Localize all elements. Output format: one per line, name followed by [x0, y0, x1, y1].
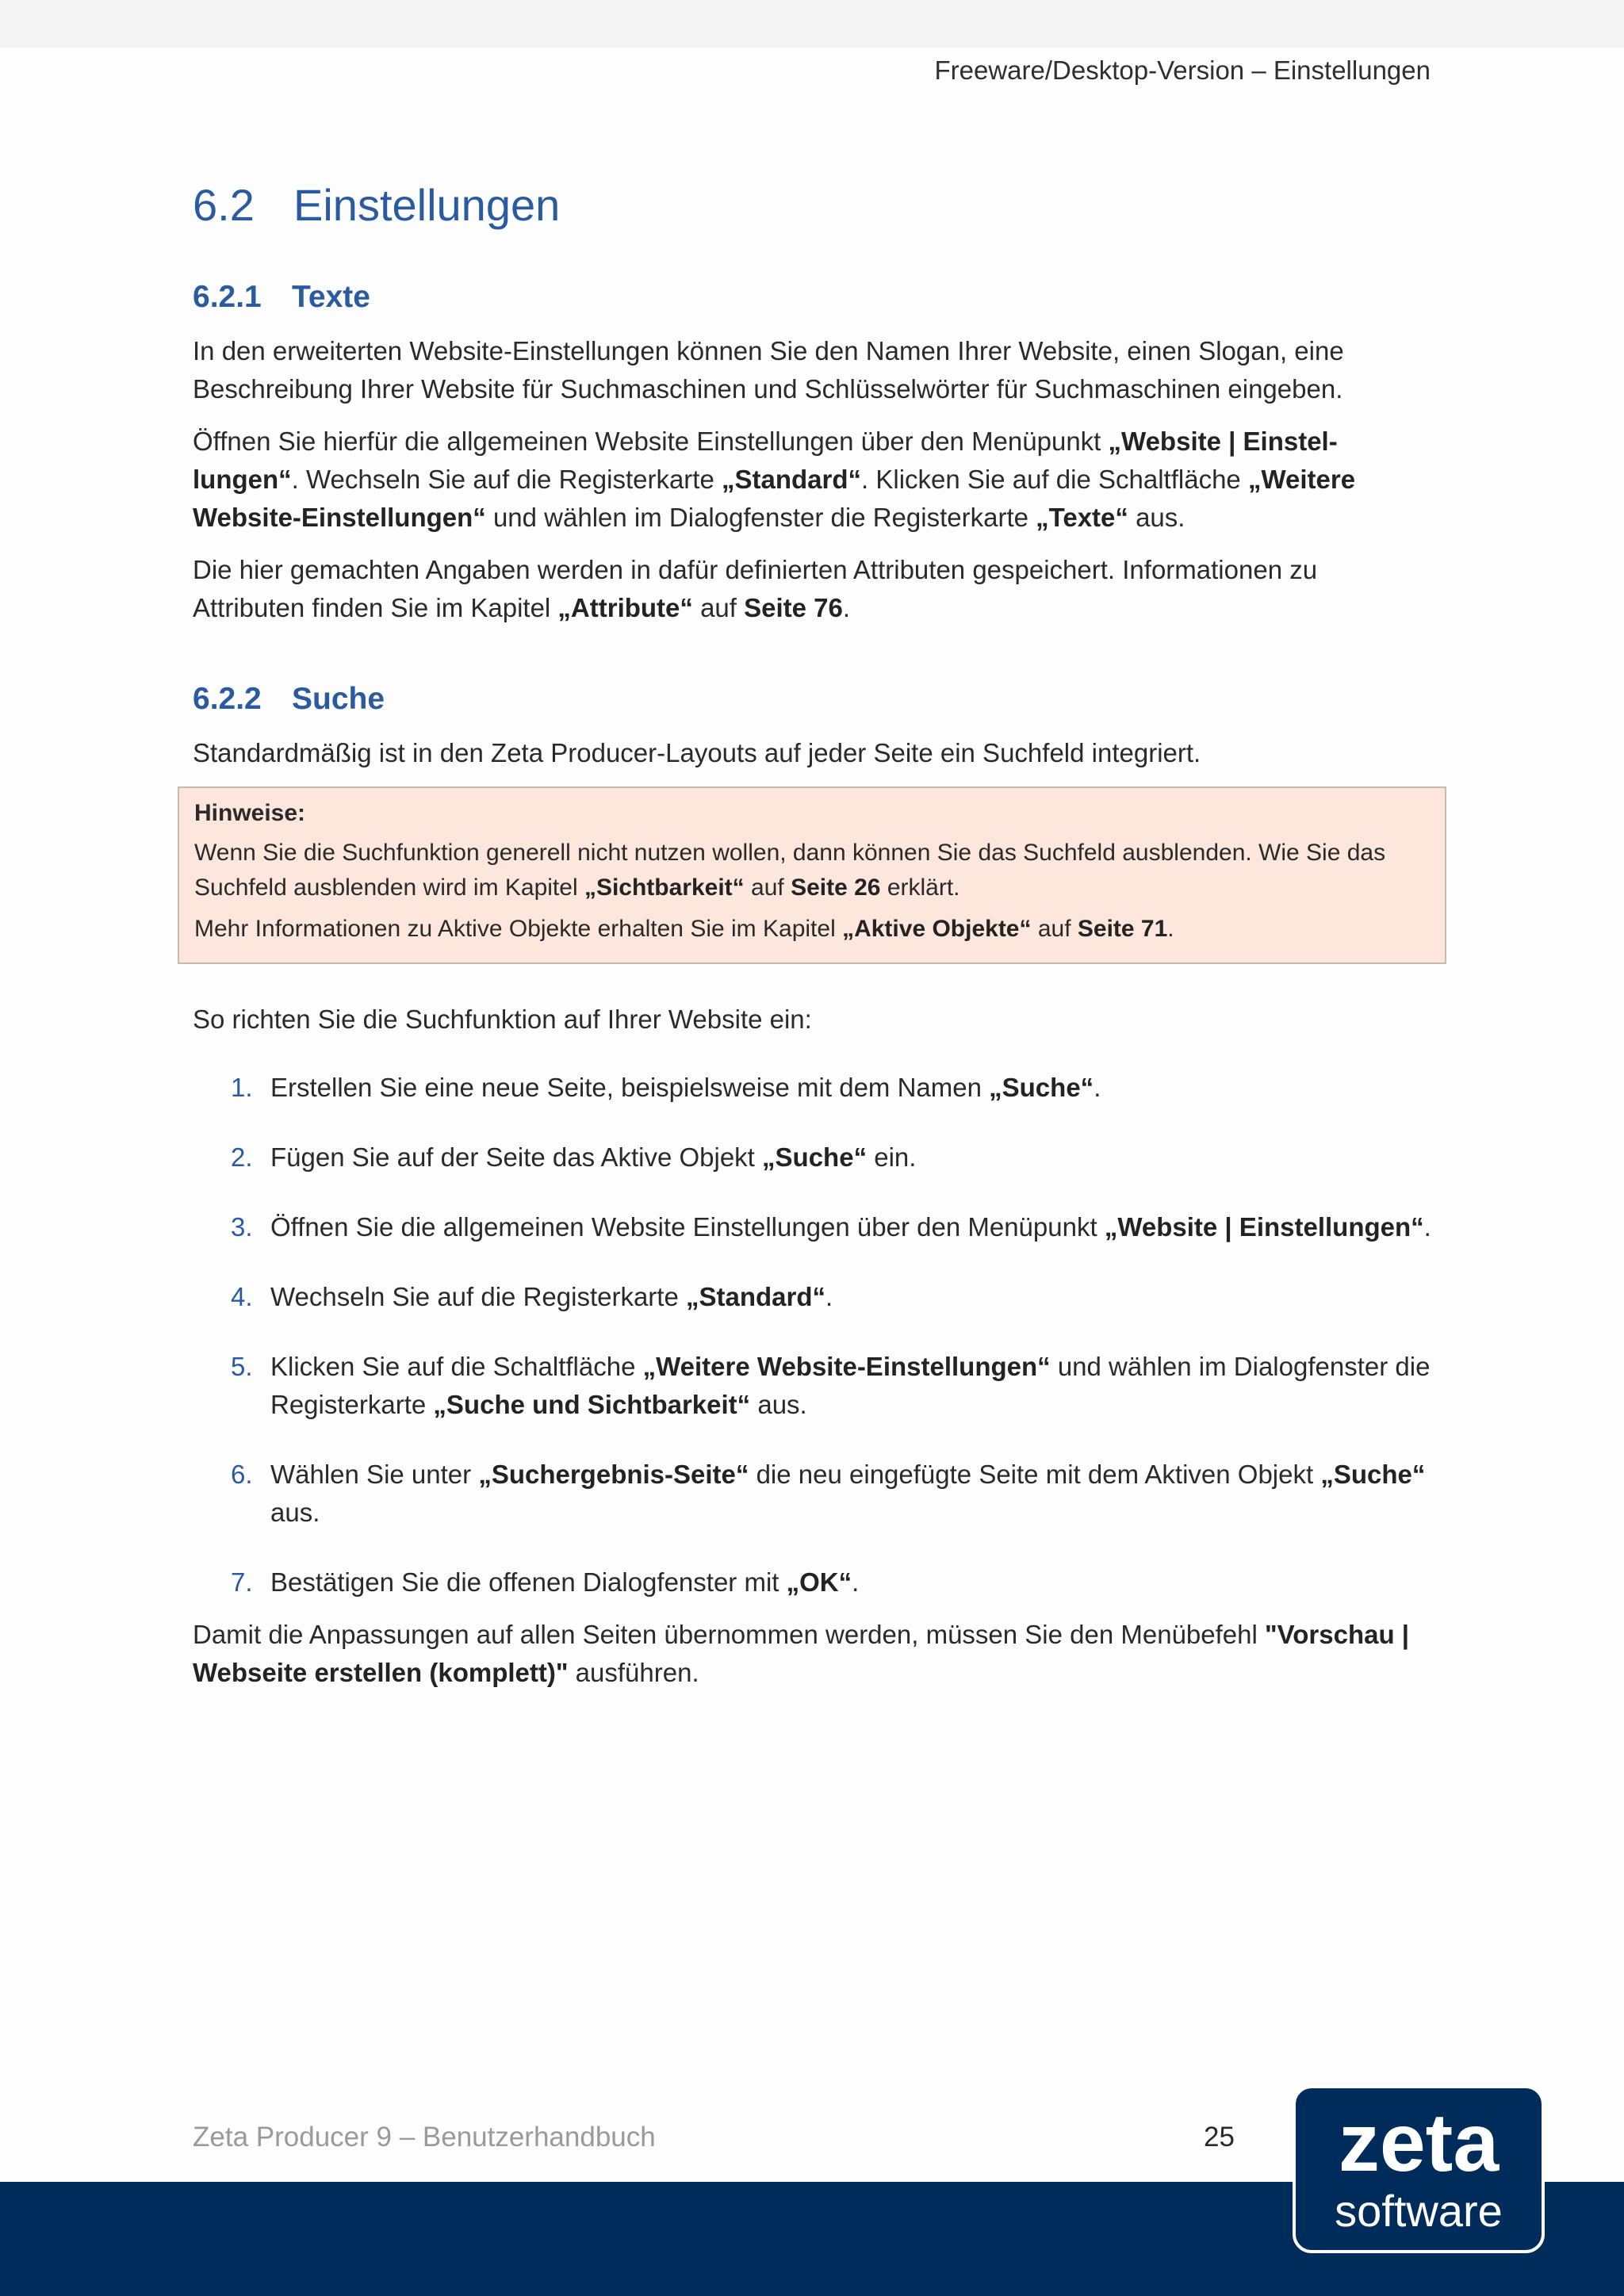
subsection-number: 6.2.2: [193, 681, 262, 716]
paragraph: So richten Sie die Suchfunktion auf Ihrer Website ein:: [193, 1004, 812, 1034]
section-heading: [193, 178, 1431, 232]
subsection-heading-texte: [193, 279, 1431, 316]
step-number: 4.: [231, 1281, 253, 1311]
subsection-number: 6.2.1: [193, 280, 262, 315]
step-number: 5.: [231, 1351, 253, 1381]
step-number: 7.: [231, 1567, 253, 1597]
list-item: 7. Bestätigen Sie die offenen Dialogfenster mit „OK“.: [193, 1563, 1431, 1601]
running-header: Freeware/Desktop-Version – Einstellungen: [934, 55, 1431, 85]
subsection-title: Suche: [292, 681, 385, 716]
subsection-title: Texte: [292, 280, 370, 315]
paragraph: Die hier gemachten Angaben werden in dafür definierten Attributen gespeichert. Informationen zu Attributen finden Sie im Kapitel „Attribute“ auf Seite 76.: [193, 554, 1318, 622]
logo-text-top: zeta: [1338, 2097, 1500, 2189]
zeta-software-logo: [1293, 2085, 1545, 2253]
paragraph: Damit die Anpassungen auf allen Seiten übernommen werden, müssen Sie den Menübefehl "Vorschau | Webseite erstellen (komplett)" ausführen.: [193, 1619, 1410, 1687]
note-box: [178, 786, 1446, 964]
list-item: 4. Wechseln Sie auf die Registerkarte „Standard“.: [193, 1278, 1431, 1316]
logo-graphic: [1296, 2088, 1542, 2250]
list-item: 3. Öffnen Sie die allgemeinen Website Einstellungen über den Menüpunkt „Website | Einstellungen“.: [193, 1208, 1431, 1246]
top-strip: [0, 0, 1624, 48]
paragraph: Öffnen Sie hierfür die allgemeinen Website Einstellungen über den Menüpunkt „Website | Einstellungen“. Wechseln Sie auf die Registerkarte „Standard“. Klicken Sie auf die Schaltfläche „Weitere Website-Einstellungen“ und wählen im Dialogfenster die Registerkarte „Texte“ aus.: [193, 426, 1356, 532]
note-title: Hinweise:: [194, 799, 306, 826]
steps-list: [193, 1069, 1431, 1601]
list-item: 1. Erstellen Sie eine neue Seite, beispielsweise mit dem Namen „Suche“.: [193, 1069, 1431, 1107]
step-number: 1.: [231, 1072, 253, 1102]
list-item: 6. Wählen Sie unter „Suchergebnis-Seite“ die neu eingefügte Seite mit dem Aktiven Objekt „Suche“ aus.: [193, 1456, 1431, 1532]
footer-title: Zeta Producer 9 – Benutzerhandbuch: [193, 2122, 656, 2152]
note-paragraph: Wenn Sie die Suchfunktion generell nicht nutzen wollen, dann können Sie das Suchfeld ausblenden. Wie Sie das Suchfeld ausblenden wird im Kapitel „Sichtbarkeit“ auf Seite 26 erklärt.: [194, 839, 1386, 901]
list-item: 5. Klicken Sie auf die Schaltfläche „Weitere Website-Einstellungen“ und wählen im Dialogfenster die Registerkarte „Suche und Sichtbarkeit“ aus.: [193, 1348, 1431, 1424]
step-number: 2.: [231, 1142, 253, 1172]
page-content: [193, 178, 1431, 1706]
subsection-heading-suche: [193, 681, 1431, 718]
page-number: 25: [1204, 2122, 1235, 2152]
paragraph: Standardmäßig ist in den Zeta Producer-Layouts auf jeder Seite ein Suchfeld integriert.: [193, 737, 1201, 767]
list-item: 2. Fügen Sie auf der Seite das Aktive Objekt „Suche“ ein.: [193, 1138, 1431, 1177]
step-number: 6.: [231, 1459, 253, 1489]
section-number: 6.2: [193, 180, 255, 230]
paragraph: In den erweiterten Website-Einstellungen können Sie den Namen Ihrer Website, einen Slogan, eine Beschreibung Ihrer Website für Suchmaschinen und Schlüsselwörter für Suchmaschinen eingeben.: [193, 335, 1344, 404]
note-paragraph: Mehr Informationen zu Aktive Objekte erhalten Sie im Kapitel „Aktive Objekte“ auf Seite 71.: [194, 915, 1174, 942]
section-title: Einstellungen: [293, 180, 561, 230]
step-number: 3.: [231, 1211, 253, 1242]
logo-text-bottom: software: [1335, 2186, 1503, 2236]
